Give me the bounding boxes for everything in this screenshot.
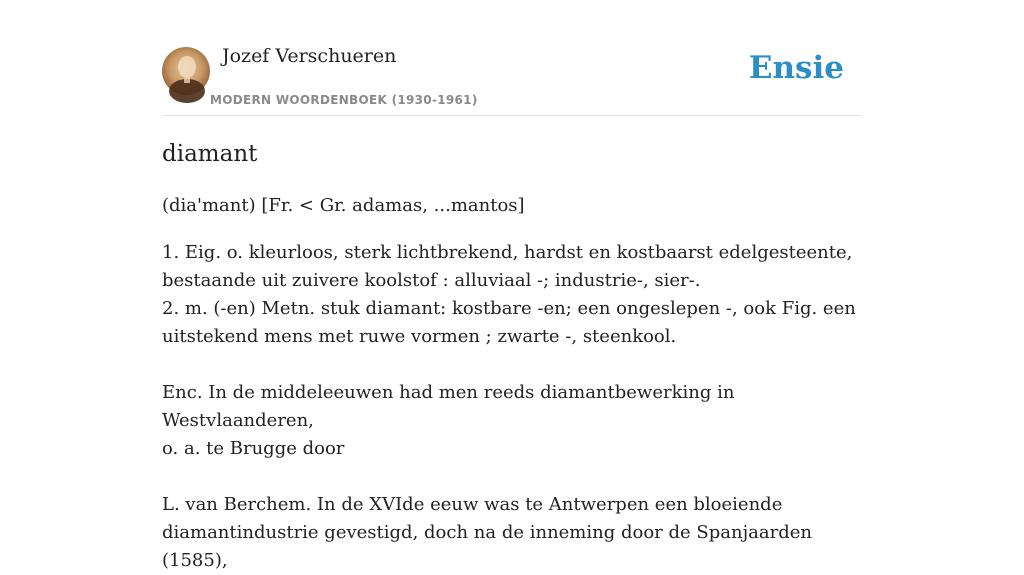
definition-2: [162, 295, 862, 351]
entry-term: diamant: [162, 141, 258, 167]
entry-etymology: (dia'mant) [Fr. < Gr. adamas, ...mantos]: [162, 195, 525, 216]
definition-line: uitstekend mens met ruwe vormen ; zwarte -, steenkool.: [162, 326, 677, 347]
author-name[interactable]: Jozef Verschueren: [222, 45, 397, 67]
encyclopedic-note-continued: [162, 491, 862, 575]
definition-line: diamantindustrie gevestigd, doch na de inneming door de Spanjaarden (1585),: [162, 522, 812, 571]
spacer: [162, 351, 862, 379]
definition-line: Enc. In de middeleeuwen had men reeds diamantbewerking in Westvlaanderen,: [162, 382, 735, 431]
definition-1: [162, 239, 862, 295]
encyclopedic-note: [162, 379, 862, 463]
dictionary-name[interactable]: MODERN WOORDENBOEK (1930-1961): [210, 93, 478, 107]
definition-line: o. a. te Brugge door: [162, 438, 345, 459]
ensie-logo[interactable]: Ensie: [748, 50, 844, 86]
author-portrait-icon: [162, 47, 210, 95]
page-header: [162, 0, 862, 116]
definition-line: 1. Eig. o. kleurloos, sterk lichtbrekend, hardst en kostbaarst edelgesteente,: [162, 242, 853, 263]
definition-line: bestaande uit zuivere koolstof : alluviaal -; industrie-, sier-.: [162, 270, 701, 291]
definition-line: 2. m. (-en) Metn. stuk diamant: kostbare -en; een ongeslepen -, ook Fig. een: [162, 298, 856, 319]
spacer: [162, 463, 862, 491]
definition-line: L. van Berchem. In de XVIde eeuw was te Antwerpen een bloeiende: [162, 494, 783, 515]
author-avatar[interactable]: [162, 47, 210, 95]
entry-content: [162, 138, 862, 575]
